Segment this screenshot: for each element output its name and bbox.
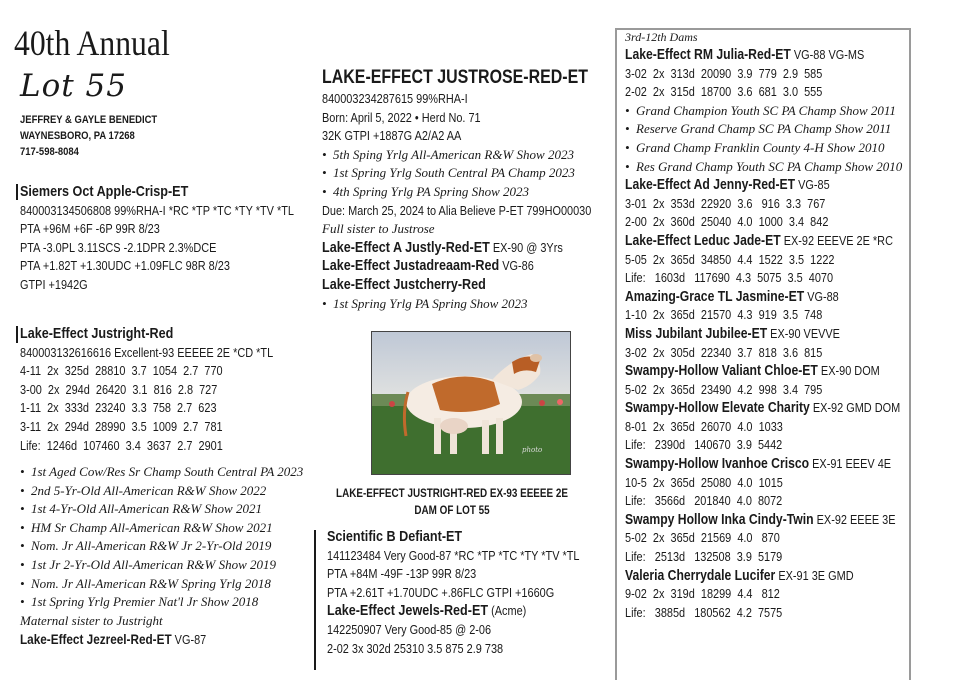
dam-honors xyxy=(20,463,303,650)
mgs-line: PTA +2.61T +1.70UDC +.86FLC GTPI +1660G xyxy=(327,584,555,600)
ancestry-block xyxy=(625,29,953,622)
ancestor-entry xyxy=(625,511,953,567)
lot-animal-name: LAKE-EFFECT JUSTROSE-RED-ET xyxy=(322,67,589,88)
dam-records xyxy=(20,362,273,455)
dam-lactation-record: 3-00 2x 294d 26420 3.1 816 2.8 727 xyxy=(20,381,218,397)
ancestor-record: 5-05 2x 365d 34850 4.4 1522 3.5 1222 xyxy=(625,251,835,267)
ancestor-record: Life: 3566d 201840 4.0 8072 xyxy=(625,493,783,509)
dam-marker xyxy=(16,326,18,343)
dam-photo xyxy=(371,331,571,475)
full-sibling: Lake-Effect A Justly-Red-ET EX-90 @ 3Yrs xyxy=(322,238,563,256)
ancestor-honor: • Res Grand Champ Youth SC PA Champ Show 2010 xyxy=(625,158,903,174)
ancestor-name: Swampy-Hollow Ivanhoe Crisco EX-91 EEEV 4E xyxy=(625,456,892,473)
ancestor-honor: • Grand Champion Youth SC PA Champ Show 2011 xyxy=(625,102,896,118)
ancestor-name: Lake-Effect Leduc Jade-ET EX-92 EEEVE 2E *RC xyxy=(625,232,893,249)
sire-line: PTA +96M +6F -6P 99R 8/23 xyxy=(20,221,160,237)
lot-animal-born: Born: April 5, 2022 • Herd No. 71 xyxy=(322,109,481,125)
ancestor-entry xyxy=(625,46,953,176)
dam-honor: • 1st 4-Yr-Old All-American R&W Show 2021 xyxy=(20,501,262,517)
full-sister-note: Full sister to Justrose xyxy=(322,221,435,237)
sire-name: Siemers Oct Apple-Crisp-ET xyxy=(20,183,189,200)
ancestor-entry xyxy=(625,288,953,325)
ancestor-name: Amazing-Grace TL Jasmine-ET VG-88 xyxy=(625,288,839,305)
photo-caption-line: LAKE-EFFECT JUSTRIGHT-RED EX-93 EEEEE 2E xyxy=(336,488,568,500)
ancestor-name: Lake-Effect RM Julia-Red-ET VG-88 VG-MS xyxy=(625,47,865,63)
ancestor-record: 9-02 2x 319d 18299 4.4 812 xyxy=(625,586,780,602)
sire-line: 840003134506808 99%RHA-I *RC *TP *TC *TY *TV *TL xyxy=(20,202,294,218)
ancestor-entry xyxy=(625,399,953,455)
ancestor-record: 5-02 2x 365d 21569 4.0 870 xyxy=(625,530,780,546)
full-sibling: Lake-Effect Justadreaam-Red VG-86 xyxy=(322,257,534,275)
dam-lactation-record: 4-11 2x 325d 28810 3.7 1054 2.7 770 xyxy=(20,363,223,379)
lot-animal-due: Due: March 25, 2024 to Alia Believe P-ET 799HO00030 xyxy=(322,202,592,218)
photo-caption xyxy=(312,486,592,520)
sire-line: GTPI +1942G xyxy=(20,276,88,292)
granddam-line: 2-02 3x 302d 25310 3.5 875 2.9 738 xyxy=(327,640,504,656)
dam-honor: • 2nd 5-Yr-Old All-American R&W Show 2022 xyxy=(20,482,267,498)
svg-text:photo: photo xyxy=(522,446,543,454)
ancestry-heading: 3rd-12th Dams xyxy=(625,30,698,44)
ancestor-record: 3-02 2x 313d 20090 3.9 779 2.9 585 xyxy=(625,65,823,81)
lot-number: Lot 55 xyxy=(20,68,128,104)
ancestor-record: 2-02 2x 315d 18700 3.6 681 3.0 555 xyxy=(625,84,823,100)
ancestor-record: Life: 1603d 117690 4.3 5075 3.5 4070 xyxy=(625,270,834,286)
ancestor-record: Life: 2390d 140670 3.9 5442 xyxy=(625,437,783,453)
ancestor-record: 8-01 2x 365d 26070 4.0 1033 xyxy=(625,418,783,434)
ancestor-honor: • Grand Champ Franklin County 4-H Show 2010 xyxy=(625,139,885,155)
maternal-sister: Lake-Effect Jezreel-Red-ET VG-87 xyxy=(20,631,207,648)
ancestor-record: Life: 3885d 180562 4.2 7575 xyxy=(625,604,783,620)
ancestor-record: 3-02 2x 305d 22340 3.7 818 3.6 815 xyxy=(625,344,823,360)
ancestor-record: 10-5 2x 365d 25080 4.0 1015 xyxy=(625,474,783,490)
dam-honor: • HM Sr Champ All-American R&W Show 2021 xyxy=(20,519,273,535)
sire-marker xyxy=(16,184,18,200)
mgs-line: 141123484 Very Good-87 *RC *TP *TC *TY *TV *TL xyxy=(327,547,580,563)
granddam-line: 142250907 Very Good-85 @ 2-06 xyxy=(327,621,492,637)
ancestor-name: Lake-Effect Ad Jenny-Red-ET VG-85 xyxy=(625,177,830,194)
consignor-block xyxy=(20,112,157,160)
photo-caption-line: DAM OF LOT 55 xyxy=(414,505,490,517)
mgs-marker xyxy=(314,530,316,670)
consignor-city: WAYNESBORO, PA 17268 xyxy=(20,130,135,142)
ancestor-record: 2-00 2x 360d 25040 4.0 1000 3.4 842 xyxy=(625,214,829,230)
ancestor-name: Valeria Cherrydale Lucifer EX-91 3E GMD xyxy=(625,567,854,584)
sibling-honor: • 1st Spring Yrlg PA Spring Show 2023 xyxy=(322,295,528,311)
ancestor-entry xyxy=(625,362,953,399)
sire-line: PTA +1.82T +1.30UDC +1.09FLC 98R 8/23 xyxy=(20,258,230,274)
dam-honor: • Nom. Jr All-American R&W Spring Yrlg 2018 xyxy=(20,575,271,591)
mgs-name: Scientific B Defiant-ET xyxy=(327,528,463,545)
ancestor-entry xyxy=(625,567,953,623)
mgs-block xyxy=(327,528,580,658)
ancestor-record: Life: 2513d 132508 3.9 5179 xyxy=(625,549,783,565)
lot-animal-honor: • 1st Spring Yrlg South Central PA Champ 2023 xyxy=(322,165,575,181)
ancestor-name: Swampy-Hollow Valiant Chloe-ET EX-90 DOM xyxy=(625,363,880,380)
dam-honor: • 1st Jr 2-Yr-Old All-American R&W Show 2019 xyxy=(20,556,277,572)
dam-lifetime-record: Life: 1246d 107460 3.4 3637 2.7 2901 xyxy=(20,437,223,453)
sire-line: PTA -3.0PL 3.11SCS -2.1DPR 2.3%DCE xyxy=(20,239,217,255)
catalog-title: 40th Annual xyxy=(14,23,170,63)
sire-block xyxy=(20,183,294,295)
lot-animal-gtpi: 32K GTPI +1887G A2/A2 AA xyxy=(322,128,462,144)
dam-honor: • Nom. Jr All-American R&W Jr 2-Yr-Old 2019 xyxy=(20,538,272,554)
granddam-name: Lake-Effect Jewels-Red-ET (Acme) xyxy=(327,602,527,620)
dam-block xyxy=(20,325,273,455)
ancestor-entry xyxy=(625,176,953,232)
cow-illustration xyxy=(372,332,570,474)
dam-honor: • 1st Aged Cow/Res Sr Champ South Central PA 2023 xyxy=(20,464,304,479)
ancestor-name: Swampy-Hollow Elevate Charity EX-92 GMD DOM xyxy=(625,400,901,417)
maternal-sister-note: Maternal sister to Justright xyxy=(20,612,163,628)
consignor-name: JEFFREY & GAYLE BENEDICT xyxy=(20,114,158,126)
full-sibling: Lake-Effect Justcherry-Red xyxy=(322,275,486,293)
dam-registration: 840003132616616 Excellent-93 EEEEE 2E *CD *TL xyxy=(20,344,274,360)
dam-lactation-record: 1-11 2x 333d 23240 3.3 758 2.7 623 xyxy=(20,400,217,416)
lot-animal-block xyxy=(322,66,643,313)
mgs-line: PTA +84M -49F -13P 99R 8/23 xyxy=(327,566,477,582)
ancestor-entry xyxy=(625,455,953,511)
dam-name: Lake-Effect Justright-Red xyxy=(20,325,174,342)
lot-animal-honor: • 4th Spring Yrlg PA Spring Show 2023 xyxy=(322,183,529,199)
ancestor-name: Swampy Hollow Inka Cindy-Twin EX-92 EEEE 3E xyxy=(625,511,896,528)
ancestor-entry xyxy=(625,232,953,288)
consignor-phone: 717-598-8084 xyxy=(20,146,79,158)
ancestor-record: 1-10 2x 365d 21570 4.3 919 3.5 748 xyxy=(625,307,823,323)
lot-animal-registration: 840003234287615 99%RHA-I xyxy=(322,91,468,106)
ancestor-entry xyxy=(625,325,953,362)
ancestor-record: 5-02 2x 365d 23490 4.2 998 3.4 795 xyxy=(625,381,823,397)
ancestor-record: 3-01 2x 353d 22920 3.6 916 3.3 767 xyxy=(625,195,826,211)
ancestor-honor: • Reserve Grand Champ SC PA Champ Show 2011 xyxy=(625,121,892,137)
lot-animal-honor: • 5th Sping Yrlg All-American R&W Show 2023 xyxy=(322,146,574,162)
dam-lactation-record: 3-11 2x 294d 28990 3.5 1009 2.7 781 xyxy=(20,418,223,434)
ancestor-name: Miss Jubilant Jubilee-ET EX-90 VEVVE xyxy=(625,325,840,342)
dam-honor: • 1st Spring Yrlg Premier Nat'l Jr Show 2018 xyxy=(20,594,259,610)
